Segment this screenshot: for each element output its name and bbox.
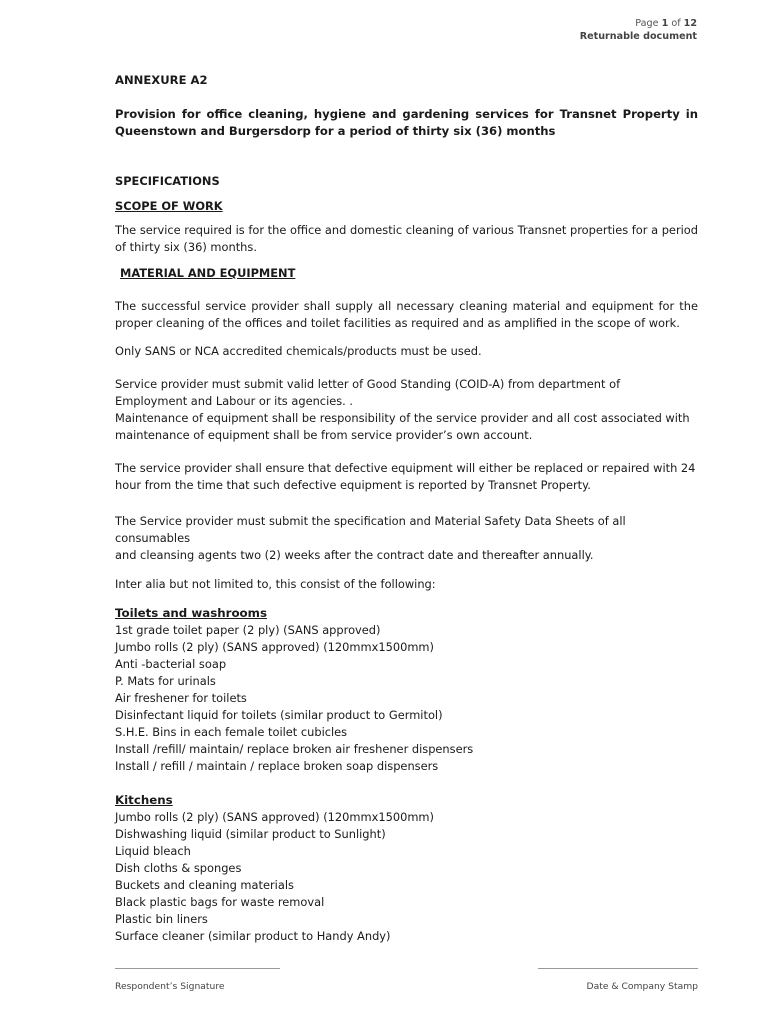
returnable-label: Returnable document <box>579 31 697 42</box>
list-item: S.H.E. Bins in each female toilet cubicles <box>115 725 348 739</box>
text-line: Employment and Labour or its agencies. . <box>115 394 354 408</box>
specifications-heading: SPECIFICATIONS <box>115 174 220 188</box>
respondent-signature-label: Respondent’s Signature <box>115 981 225 992</box>
text-line: and cleansing agents two (2) weeks after the contract date and thereafter annually. <box>115 548 594 562</box>
paragraph-good-standing <box>115 376 698 444</box>
list-item: Air freshener for toilets <box>115 691 247 705</box>
list-item: Anti -bacterial soap <box>115 657 227 671</box>
page-prefix: Page <box>635 18 659 29</box>
list-item: Black plastic bags for waste removal <box>115 895 325 909</box>
list-item: 1st grade toilet paper (2 ply) (SANS approved) <box>115 623 381 637</box>
document-title: Provision for office cleaning, hygiene and gardening services for Transnet Property in Queenstown and Burgersdorp for a period of thirty six (36) months <box>115 107 698 138</box>
text-line: hour from the time that such defective equipment is reported by Transnet Property. <box>115 478 591 492</box>
list-item: Liquid bleach <box>115 844 191 858</box>
kitchens-heading: Kitchens <box>115 793 173 807</box>
material-heading: MATERIAL AND EQUIPMENT <box>120 266 296 280</box>
list-item: Install / refill / maintain / replace broken soap dispensers <box>115 759 439 773</box>
page-number: 1 <box>661 18 669 29</box>
list-item: Dishwashing liquid (similar product to Sunlight) <box>115 827 386 841</box>
document-body <box>115 72 698 945</box>
kitchens-list <box>115 809 698 945</box>
text-line: Maintenance of equipment shall be responsibility of the service provider and all cost associated with <box>115 411 690 425</box>
paragraph-inter-alia: Inter alia but not limited to, this consist of the following: <box>115 577 436 591</box>
annexure-label: ANNEXURE A2 <box>115 73 208 87</box>
page-header <box>580 17 697 43</box>
list-item: Surface cleaner (similar product to Handy Andy) <box>115 929 391 943</box>
page-number-line <box>580 17 697 30</box>
list-item: Jumbo rolls (2 ply) (SANS approved) (120mmx1500mm) <box>115 640 434 654</box>
stamp-line <box>538 968 698 969</box>
signature-line <box>115 968 280 969</box>
list-item: Install /refill/ maintain/ replace broken air freshener dispensers <box>115 742 474 756</box>
list-item: P. Mats for urinals <box>115 674 216 688</box>
list-item: Jumbo rolls (2 ply) (SANS approved) (120mmx1500mm) <box>115 810 434 824</box>
toilets-heading: Toilets and washrooms <box>115 606 267 620</box>
text-line: The Service provider must submit the specification and Material Safety Data Sheets of all consumables <box>115 514 626 545</box>
text-line: maintenance of equipment shall be from service provider’s own account. <box>115 428 533 442</box>
paragraph-defective <box>115 460 698 494</box>
paragraph-msds <box>115 513 698 564</box>
toilets-list <box>115 622 698 775</box>
list-item: Dish cloths & sponges <box>115 861 242 875</box>
paragraph-sans: Only SANS or NCA accredited chemicals/products must be used. <box>115 344 482 358</box>
list-item: Plastic bin liners <box>115 912 208 926</box>
scope-text: The service required is for the office and domestic cleaning of various Transnet properties for a period of thirty six (36) months. <box>115 223 698 254</box>
scope-heading: SCOPE OF WORK <box>115 199 223 213</box>
text-line: The service provider shall ensure that defective equipment will either be replaced or repaired with 24 <box>115 461 696 475</box>
paragraph-supply: The successful service provider shall supply all necessary cleaning material and equipment for the proper cleaning of the offices and toilet facilities as required and as amplified in the scope of work. <box>115 299 698 330</box>
list-item: Buckets and cleaning materials <box>115 878 294 892</box>
page-of: of <box>671 18 681 29</box>
page-total: 12 <box>683 18 697 29</box>
list-item: Disinfectant liquid for toilets (similar product to Germitol) <box>115 708 443 722</box>
text-line: Service provider must submit valid letter of Good Standing (COID-A) from department of <box>115 377 621 391</box>
date-company-stamp-label: Date & Company Stamp <box>586 981 698 992</box>
